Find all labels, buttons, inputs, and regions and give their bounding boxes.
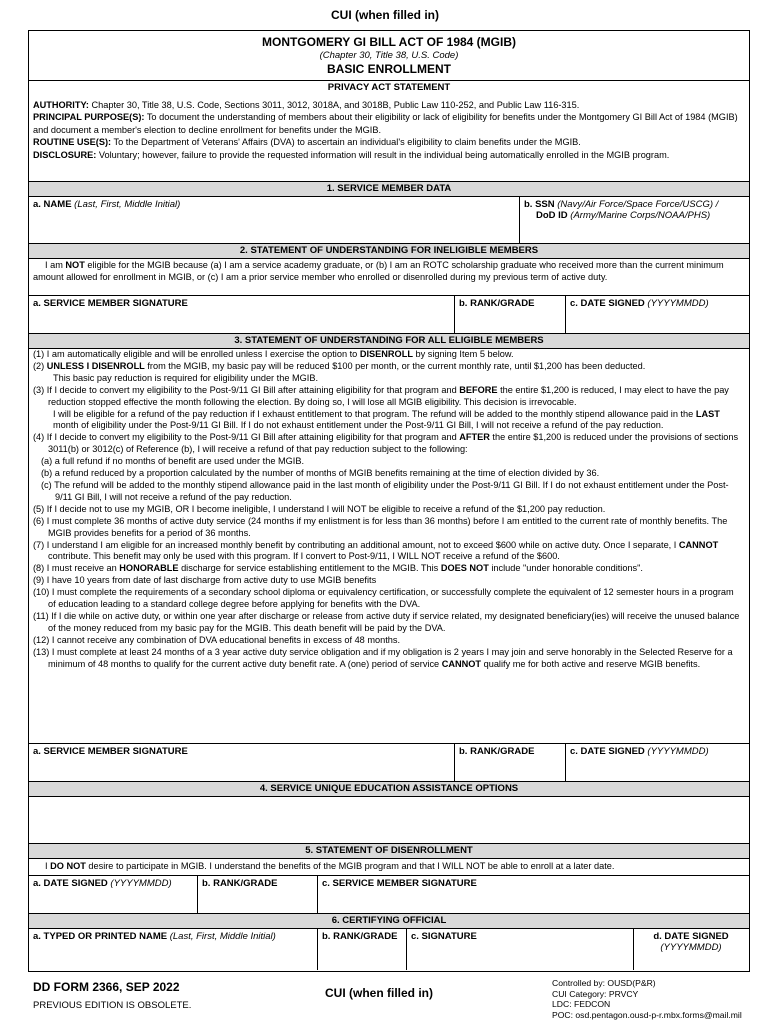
obsolete-note: PREVIOUS EDITION IS OBSOLETE. <box>33 1000 192 1011</box>
purpose-text: To document the understanding of members about their eligibility or lack of eligibility for benefits under the Montgomery GI Bill Act of 1984 (MGIB) and document a member's election to decline enrollment for benefits under the MGIB. <box>33 112 738 135</box>
list-item: (2) UNLESS I DISENROLL from the MGIB, my basic pay will be reduced $100 per month, or the current monthly rate, until $1,200 has been deducted. <box>33 360 646 371</box>
form-id: DD FORM 2366, SEP 2022 <box>33 980 180 994</box>
section4-heading: 4. SERVICE UNIQUE EDUCATION ASSISTANCE OPTIONS <box>29 781 749 797</box>
poc: POC: osd.pentagon.ousd-p-r.mbx.forms@mail.mil <box>552 1009 742 1020</box>
form-subtitle: (Chapter 30, Title 38, U.S. Code) <box>319 50 459 61</box>
section1-heading: 1. SERVICE MEMBER DATA <box>29 181 749 197</box>
list-item: (c) The refund will be added to the monthly stipend allowance paid in the last month of eligibility under the Post-9/11 GI Bill. If I do not exhaust entitlement under the Post-9/11 GI Bill, I will not receive a refund of the pay reduction. <box>41 479 729 502</box>
list-item: (9) I have 10 years from date of last discharge from active duty to use MGIB benefits <box>33 575 377 586</box>
privacy-heading: PRIVACY ACT STATEMENT <box>29 80 749 95</box>
list-item: (13) I must complete at least 24 months of a 3 year active duty service obligation and if my obligation is 2 years I may join and serve honorably in the Selected Reserve for a minimum of 48 months to qualify for the current active duty benefit rate. A (one) period of service CANNOT qualify me for both active and reserve MGIB benefits. <box>33 646 733 669</box>
cui-category: CUI Category: PRVCY <box>552 988 639 999</box>
official-name-label: a. TYPED OR PRINTED NAME <box>33 931 168 942</box>
list-item: I will be eligible for a refund of the pay reduction if I exhaust entitlement to that program. The refund will be added to the monthly stipend allowance paid in the LAST month of eligibility under the Post-9/11 GI Bill. If I do not exhaust entitlement under the Post-9/11 GI Bill, I will not receive a refund of the pay reduction. <box>53 408 720 431</box>
section5-rank-field[interactable] <box>198 876 317 913</box>
ssn-dodid-field[interactable] <box>520 197 748 243</box>
ssn-hint: (Navy/Air Force/Space Force/USCG) / <box>554 199 719 210</box>
privacy-act-statement <box>33 99 741 161</box>
routine-label: ROUTINE USE(S): <box>33 137 112 148</box>
section5-rank-label: b. RANK/GRADE <box>202 878 278 889</box>
list-item: (1) I am automatically eligible and will be enrolled unless I exercise the option to DISENROLL by signing Item 5 below. <box>33 349 514 359</box>
cui-header: CUI (when filled in) <box>331 8 439 22</box>
name-hint: (Last, First, Middle Initial) <box>71 199 181 210</box>
list-item: (3) If I decide to convert my eligibility to the Post-9/11 GI Bill after attaining eligibility for that program and BEFORE the entire $1,200 is reduced, I may elect to have the pay reduction stopped effective the month following the election. By doing so, I will lose all MGIB eligibility. This decision is irrevocable. <box>33 384 729 407</box>
cui-block <box>552 978 742 1020</box>
form-container <box>28 30 750 972</box>
section2-statement: I am NOT eligible for the MGIB because (a) I am a service academy graduate, or (b) I am an ROTC scholarship graduate who received more than the current minimum amount allowed for enrollment in MGIB, or (c) I am a prior service member who enrolled or disenrolled during my previous term of active duty. <box>33 260 724 282</box>
section2-date-label: c. DATE SIGNED <box>570 298 645 309</box>
list-item: (b) a refund reduced by a proportion calculated by the number of months of MGIB benefits remaining at the time of election divided by 36. <box>41 468 600 479</box>
section2-heading: 2. STATEMENT OF UNDERSTANDING FOR INELIGIBLE MEMBERS <box>29 243 749 259</box>
section5-date-field[interactable] <box>29 876 197 913</box>
name-label: a. NAME <box>33 199 72 210</box>
routine-text: To the Department of Veterans' Affairs (DVA) to ascertain an individual's eligibility to claim benefits under the MGIB. <box>111 137 581 148</box>
section5-date-hint: (YYYYMMDD) <box>107 878 172 889</box>
official-signature-label: c. SIGNATURE <box>411 931 477 942</box>
section2-date-hint: (YYYYMMDD) <box>644 298 709 309</box>
section5-signature-label: c. SERVICE MEMBER SIGNATURE <box>322 878 477 889</box>
section3-heading: 3. STATEMENT OF UNDERSTANDING FOR ALL ELIGIBLE MEMBERS <box>29 333 749 349</box>
section3-items <box>33 349 741 670</box>
section2-rank-field[interactable] <box>455 296 565 333</box>
official-name-field[interactable] <box>29 929 317 970</box>
section3-signature-field[interactable] <box>29 744 454 781</box>
official-signature-field[interactable] <box>407 929 633 970</box>
education-options-field[interactable] <box>29 797 749 843</box>
section5-date-label: a. DATE SIGNED <box>33 878 108 889</box>
section5-heading: 5. STATEMENT OF DISENROLLMENT <box>29 843 749 859</box>
name-field[interactable] <box>29 197 519 243</box>
authority-label: AUTHORITY: <box>33 100 89 110</box>
cui-footer: CUI (when filled in) <box>325 986 433 1000</box>
list-item: (5) If I decide not to use my MGIB, OR I become ineligible, I understand I will NOT be eligible to receive a refund of the $1,200 pay reduction. <box>33 503 606 514</box>
list-item: (8) I must receive an HONORABLE discharge for service establishing entitlement to the MGIB. This DOES NOT include "under honorable conditions". <box>33 563 643 574</box>
disclosure-label: DISCLOSURE: <box>33 149 97 160</box>
section2-signature-label: a. SERVICE MEMBER SIGNATURE <box>33 298 188 309</box>
official-date-label: d. DATE SIGNED <box>653 931 729 942</box>
list-item: (10) I must complete the requirements of a secondary school diploma or equivalency certification, or successfully complete the equivalent of 12 semester hours in a program of education leading to a standard college degree before applying for benefits with the DVA. <box>33 587 734 610</box>
official-date-hint: (YYYYMMDD) <box>660 942 722 953</box>
list-item: (7) I understand I am eligible for an increased monthly benefit by contributing an additional amount, not to exceed $600 while on active duty. Once I separate, I CANNOT contribute. This benefit may only be used with this program. If I convert to Post-9/11, I WILL NOT receive a refund of the $600. <box>33 539 719 562</box>
dodid-hint: (Army/Marine Corps/NOAA/PHS) <box>567 210 711 221</box>
list-item: (6) I must complete 36 months of active duty service (24 months if my enlistment is for less than 36 months) before I am entitled to the current rate of monthly benefits. The MGIB provides benefits for a period of 36 months. <box>33 515 728 538</box>
ssn-label: b. SSN <box>524 199 555 210</box>
list-item: This basic pay reduction is required for eligibility under the MGIB. <box>53 372 319 383</box>
section3-date-field[interactable] <box>566 744 748 781</box>
purpose-label: PRINCIPAL PURPOSE(S): <box>33 112 145 123</box>
section3-date-hint: (YYYYMMDD) <box>644 746 709 757</box>
list-item: (11) If I die while on active duty, or within one year after discharge or release from active duty if service related, my designated beneficiary(ies) will receive the unused balance of the money reduced from my basic pay for the MGIB. This death benefit will be paid by the DVA. <box>33 610 740 633</box>
official-rank-field[interactable] <box>318 929 406 970</box>
section5-statement: I DO NOT desire to participate in MGIB. I understand the benefits of the MGIB program and that I WILL NOT be able to enroll at a later date. <box>45 861 615 871</box>
ldc: LDC: FEDCON <box>552 999 611 1009</box>
section5-signature-field[interactable] <box>318 876 748 913</box>
section2-date-field[interactable] <box>566 296 748 333</box>
official-date-field[interactable] <box>634 929 748 970</box>
form-title: MONTGOMERY GI BILL ACT OF 1984 (MGIB) <box>261 35 516 49</box>
list-item: (4) If I decide to convert my eligibility to the Post-9/11 GI Bill after attaining eligibility for that program and AFTER the entire $1,200 is reduced under the provisions of sections 3011(b) or 3012(c) of Reference (b), I will receive a refund of that pay reduction subject to the following: <box>33 432 739 455</box>
authority-text: Chapter 30, Title 38, U.S. Code, Sections 3011, 3012, 3018A, and 3018B, Public Law 110-252, and Public Law 116-315. <box>88 100 580 110</box>
dodid-label: DoD ID <box>536 210 568 221</box>
form-title-basic-enrollment: BASIC ENROLLMENT <box>327 62 451 76</box>
section2-signature-field[interactable] <box>29 296 454 333</box>
list-item: (a) a full refund if no months of benefit are used under the MGIB. <box>41 456 305 467</box>
disclosure-text: Voluntary; however, failure to provide the requested information will result in the individual being automatically enrolled in the MGIB program. <box>96 149 670 160</box>
list-item: (12) I cannot receive any combination of DVA educational benefits in excess of 48 months. <box>33 634 401 645</box>
official-rank-label: b. RANK/GRADE <box>322 931 398 942</box>
section3-signature-label: a. SERVICE MEMBER SIGNATURE <box>33 746 188 757</box>
section2-rank-label: b. RANK/GRADE <box>459 298 535 309</box>
section3-date-label: c. DATE SIGNED <box>570 746 645 757</box>
official-name-hint: (Last, First, Middle Initial) <box>167 931 276 942</box>
section3-rank-field[interactable] <box>455 744 565 781</box>
section3-rank-label: b. RANK/GRADE <box>459 746 535 757</box>
section6-heading: 6. CERTIFYING OFFICIAL <box>29 913 749 929</box>
controlled-by: Controlled by: OUSD(P&R) <box>552 978 656 988</box>
